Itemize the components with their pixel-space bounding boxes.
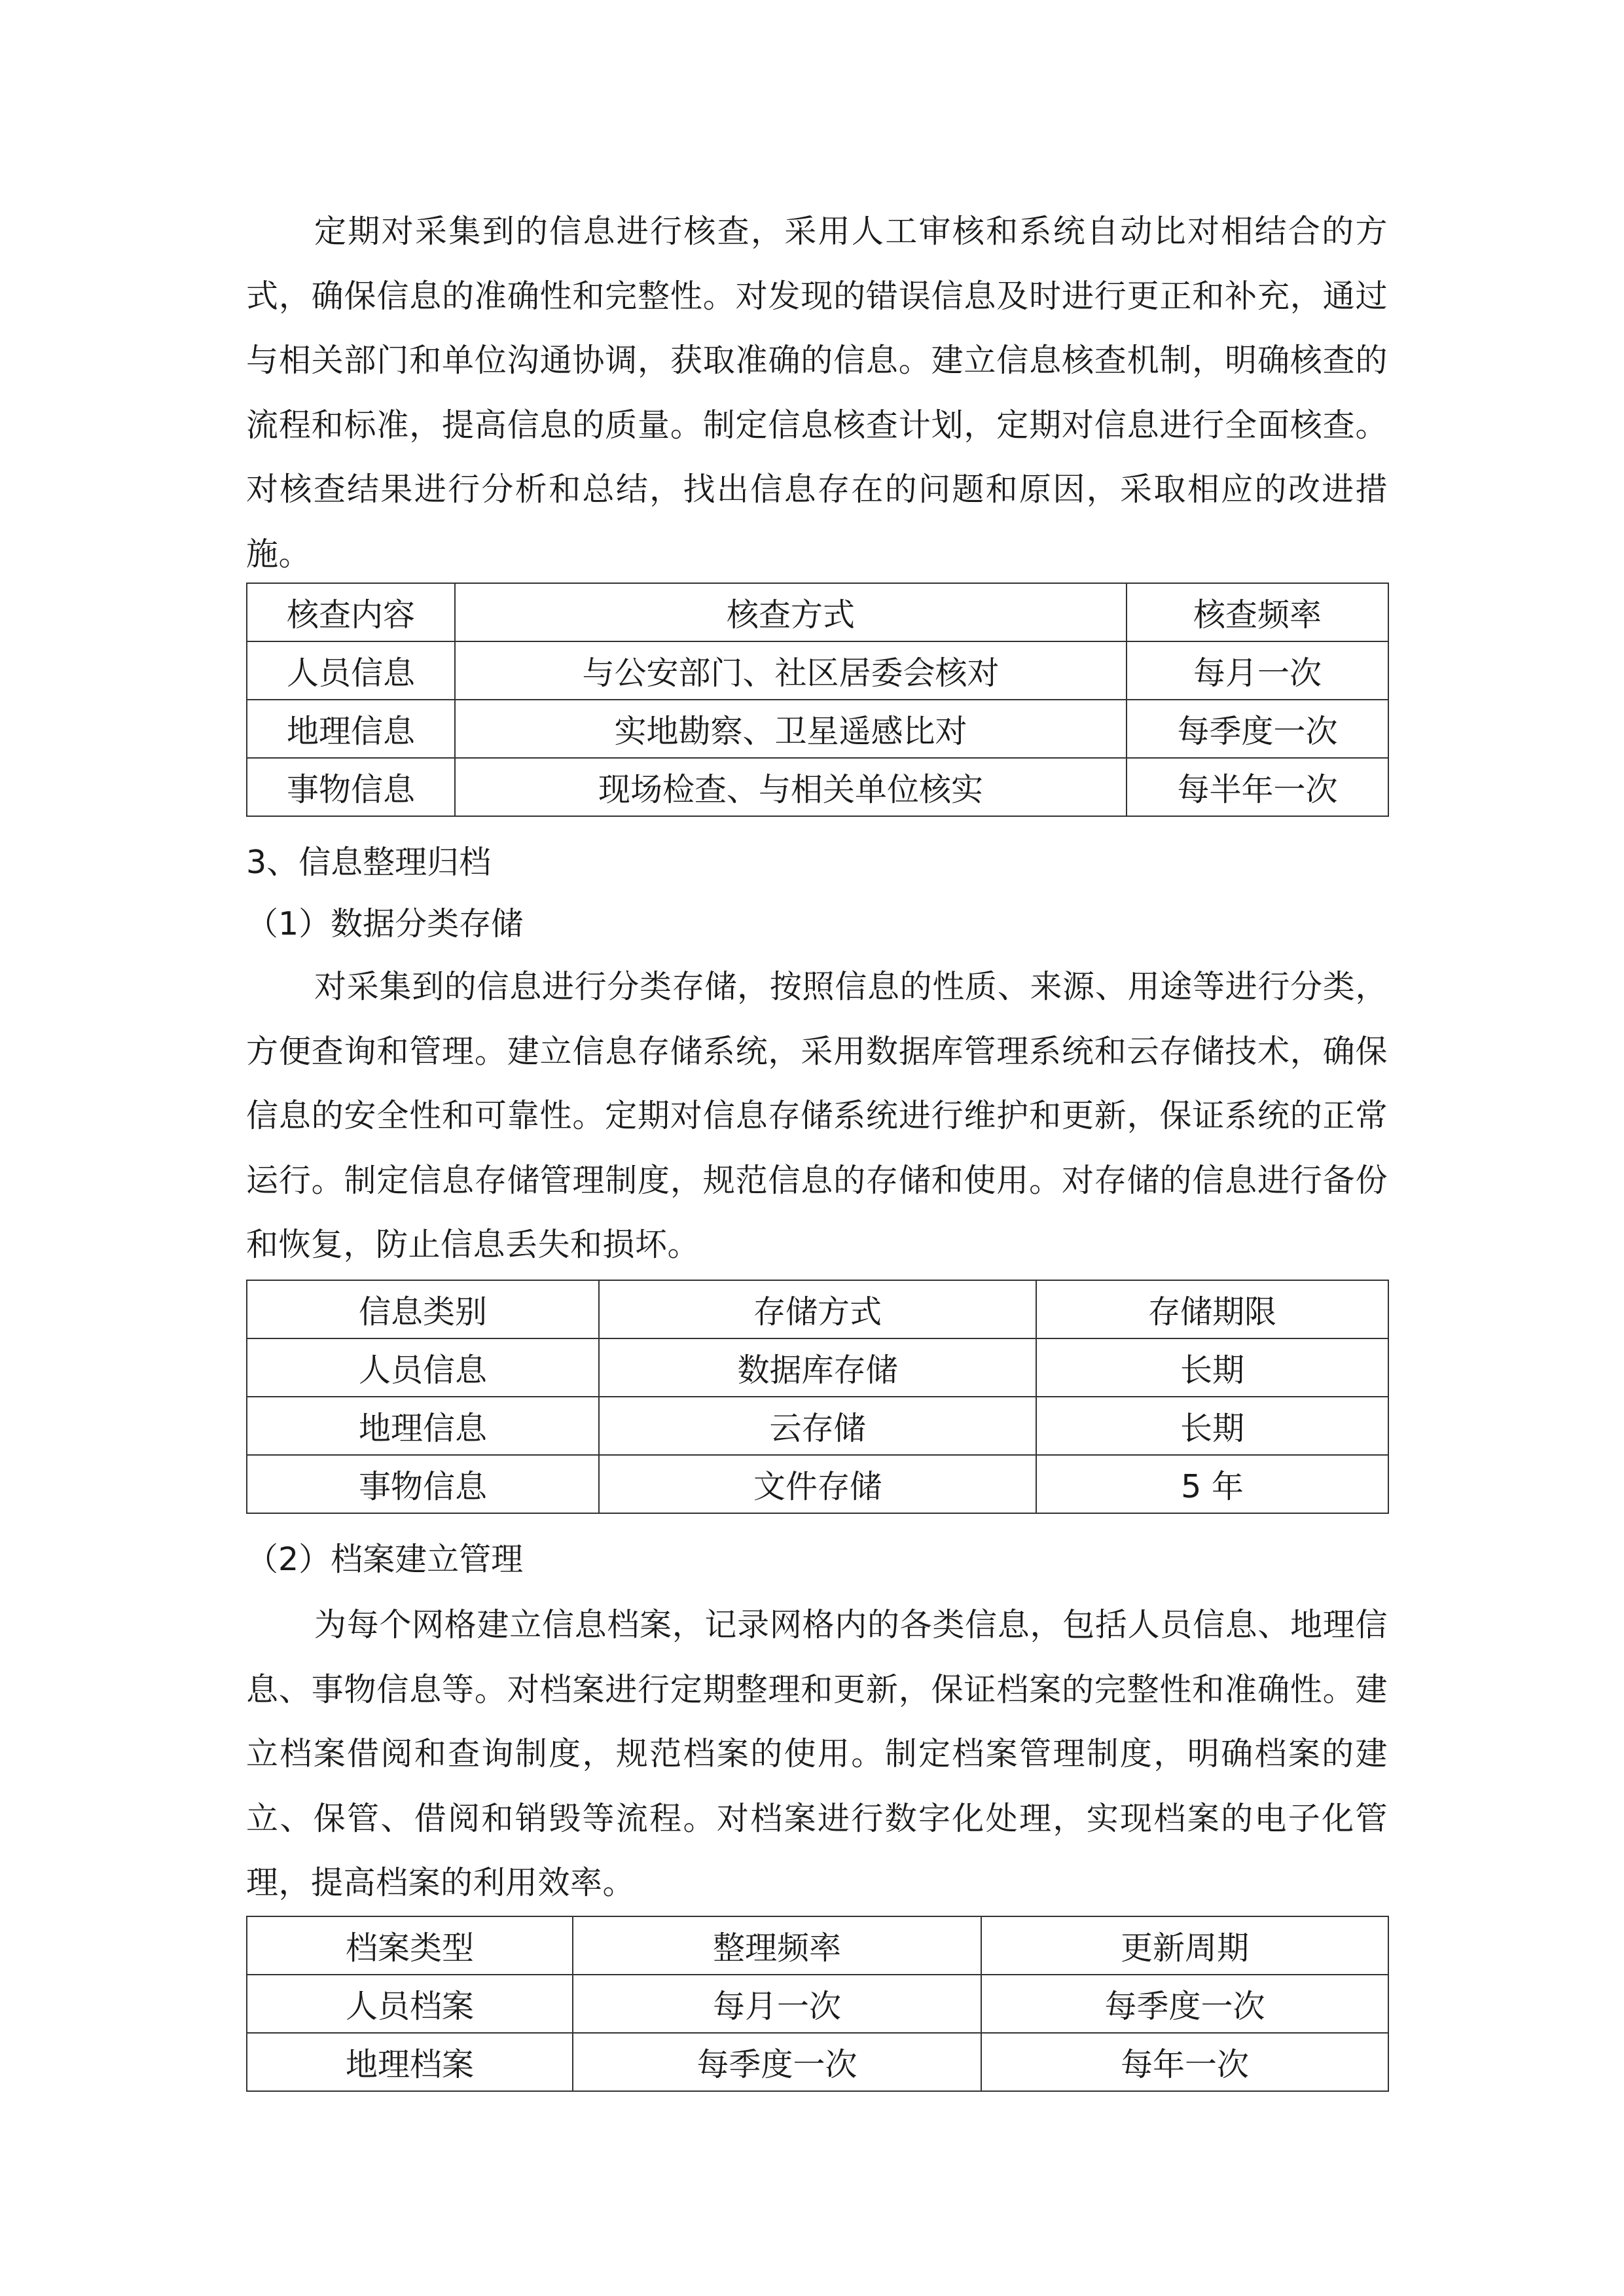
table-row <box>247 2033 1388 2091</box>
table-cell: 现场检查、与相关单位核实 <box>455 758 1127 816</box>
table-row <box>247 758 1388 816</box>
table-row <box>247 1975 1388 2033</box>
table-cell: 人员信息 <box>247 641 455 700</box>
archive-paragraph: 为每个网格建立信息档案，记录网格内的各类信息，包括人员信息、地理信息、事物信息等。对档案进行定期整理和更新，保证档案的完整性和准确性。建立档案借阅和查询制度，规范档案的使用。制定档案管理制度，明确档案的建立、保管、借阅和销毁等流程。对档案进行数字化处理，实现档案的电子化管理，提高档案的利用效率。 <box>246 1606 1388 1901</box>
table-row <box>247 1397 1388 1455</box>
table-cell: 每季度一次 <box>1127 700 1388 758</box>
table-header-cell: 存储期限 <box>1036 1280 1388 1338</box>
table-header-row <box>247 1916 1388 1975</box>
table-row <box>247 1338 1388 1397</box>
table-cell: 长期 <box>1036 1338 1388 1397</box>
table-header-row <box>247 1280 1388 1338</box>
table-header-cell: 整理频率 <box>573 1916 981 1975</box>
table-row <box>247 1455 1388 1513</box>
table-header-cell: 档案类型 <box>247 1916 573 1975</box>
table-cell: 人员档案 <box>247 1975 573 2033</box>
table-header-cell: 存储方式 <box>599 1280 1036 1338</box>
table-cell: 每半年一次 <box>1127 758 1388 816</box>
table-cell: 事物信息 <box>247 1455 599 1513</box>
table-cell: 每季度一次 <box>573 2033 981 2091</box>
archive-table <box>246 1916 1389 2092</box>
table-header-cell: 核查频率 <box>1127 583 1388 641</box>
table-row <box>247 700 1388 758</box>
table-cell: 地理信息 <box>247 1397 599 1455</box>
table-cell: 5 年 <box>1036 1455 1388 1513</box>
table-cell: 地理信息 <box>247 700 455 758</box>
subsection-heading-storage: （1）数据分类存储 <box>246 905 524 942</box>
table-cell: 文件存储 <box>599 1455 1036 1513</box>
table-cell: 每月一次 <box>573 1975 981 2033</box>
storage-table <box>246 1280 1389 1514</box>
section-heading: 3、信息整理归档 <box>246 844 492 881</box>
table-cell: 每年一次 <box>981 2033 1388 2091</box>
table-cell: 实地勘察、卫星遥感比对 <box>455 700 1127 758</box>
table-header-row <box>247 583 1388 641</box>
table-cell: 云存储 <box>599 1397 1036 1455</box>
table-header-cell: 核查内容 <box>247 583 455 641</box>
table-cell: 每季度一次 <box>981 1975 1388 2033</box>
table-cell: 与公安部门、社区居委会核对 <box>455 641 1127 700</box>
table-cell: 长期 <box>1036 1397 1388 1455</box>
table-cell: 地理档案 <box>247 2033 573 2091</box>
table-cell: 每月一次 <box>1127 641 1388 700</box>
table-cell: 人员信息 <box>247 1338 599 1397</box>
table-cell: 事物信息 <box>247 758 455 816</box>
verification-paragraph: 定期对采集到的信息进行核查，采用人工审核和系统自动比对相结合的方式，确保信息的准确性和完整性。对发现的错误信息及时进行更正和补充，通过与相关部门和单位沟通协调，获取准确的信息。建立信息核查机制，明确核查的流程和标准，提高信息的质量。制定信息核查计划，定期对信息进行全面核查。对核查结果进行分析和总结，找出信息存在的问题和原因，采取相应的改进措施。 <box>246 213 1388 573</box>
table-row <box>247 641 1388 700</box>
table-header-cell: 核查方式 <box>455 583 1127 641</box>
table-header-cell: 信息类别 <box>247 1280 599 1338</box>
subsection-heading-archive: （2）档案建立管理 <box>246 1541 524 1578</box>
table-cell: 数据库存储 <box>599 1338 1036 1397</box>
table-header-cell: 更新周期 <box>981 1916 1388 1975</box>
storage-paragraph: 对采集到的信息进行分类存储，按照信息的性质、来源、用途等进行分类，方便查询和管理。建立信息存储系统，采用数据库管理系统和云存储技术，确保信息的安全性和可靠性。定期对信息存储系统进行维护和更新，保证系统的正常运行。制定信息存储管理制度，规范信息的存储和使用。对存储的信息进行备份和恢复，防止信息丢失和损坏。 <box>246 968 1388 1263</box>
verification-table <box>246 583 1389 817</box>
